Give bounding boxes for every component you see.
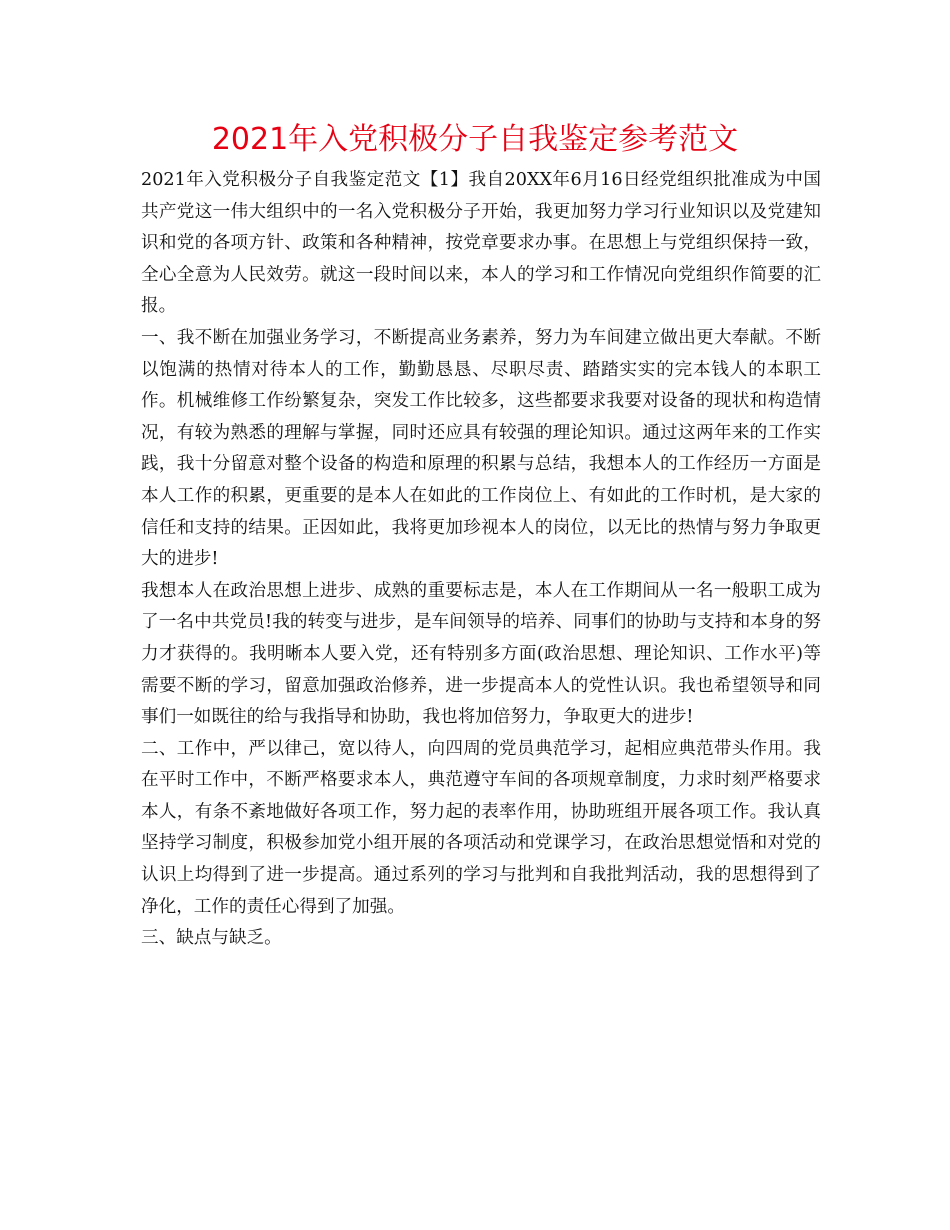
paragraph-section-two: 二、工作中，严以律己，宽以待人，向四周的党员典范学习，起相应典范带头作用。我在平时工作中，不断严格要求本人，典范遵守车间的各项规章制度，力求时刻严格要求本人，有条不紊地做好各项工作，努力起的表率作用，协助班组开展各项工作。我认真坚持学习制度，积极参加党小组开展的各项活动和党课学习，在政治思想觉悟和对党的认识上均得到了进一步提高。通过系列的学习与批判和自我批判活动，我的思想得到了净化，工作的责任心得到了加强。 — [141, 738, 821, 917]
document-body — [141, 165, 821, 955]
paragraph-section-one: 一、我不断在加强业务学习，不断提高业务素养，努力为车间建立做出更大奉献。不断以饱满的热情对待本人的工作，勤勤恳恳、尽职尽责、踏踏实实的完本钱人的本职工作。机械维修工作纷繁复杂，突发工作比较多，这些都要求我要对设备的现状和构造情况，有较为熟悉的理解与掌握，同时还应具有较强的理论知识。通过这两年来的工作实践，我十分留意对整个设备的构造和原理的积累与总结，我想本人的工作经历一方面是本人工作的积累，更重要的是本人在如此的工作岗位上、有如此的工作时机，是大家的信任和支持的结果。正因如此，我将更加珍视本人的岗位，以无比的热情与努力争取更大的进步! — [141, 327, 821, 570]
paragraph-intro: 2021年入党积极分子自我鉴定范文【1】我自20XX年6月16日经党组织批准成为中国共产党这一伟大组织中的一名入党积极分子开始，我更加努力学习行业知识以及党建知识和党的各项方针、政策和各种精神，按党章要求办事。在思想上与党组织保持一致，全心全意为人民效劳。就这一段时间以来，本人的学习和工作情况向党组织作简要的汇报。 — [141, 170, 821, 317]
paragraph-section-three: 三、缺点与缺乏。 — [141, 928, 282, 949]
paragraph-political-progress: 我想本人在政治思想上进步、成熟的重要标志是，本人在工作期间从一名一般职工成为了一名中共党员!我的转变与进步，是车间领导的培养、同事们的协助与支持和本身的努力才获得的。我明晰本人要入党，还有特别多方面(政治思想、理论知识、工作水平)等需要不断的学习，留意加强政治修养，进一步提高本人的党性认识。我也希望领导和同事们一如既往的给与我指导和协助，我也将加倍努力，争取更大的进步! — [141, 580, 821, 728]
document-title: 2021年入党积极分子自我鉴定参考范文 — [211, 122, 739, 157]
